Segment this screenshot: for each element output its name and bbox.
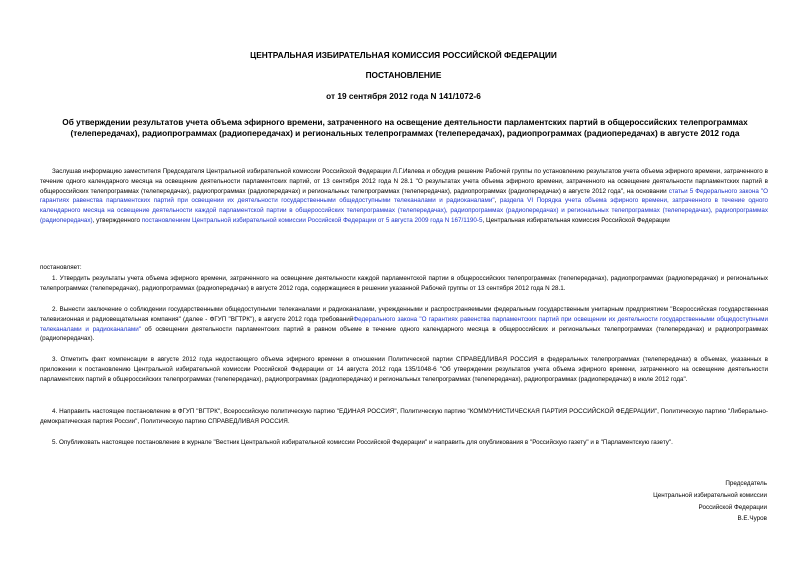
- signature-country: Российской Федерации: [698, 503, 767, 511]
- resolves-label: постановляет:: [40, 264, 82, 271]
- signature-organization: Центральной избирательной комиссии: [653, 491, 767, 499]
- item-1: 1. Утвердить результаты учета объема эфирного времени, затраченного на освещение деятельности каждой парламентской партии в общероссийских телепрограммах (телепередачах), радиопрограммах (радиопередачах) и региональных телепрограммах (телепередачах), радиопрограммах (радиопередачах) в августе 2012 года, содержащиеся в решении указанной Рабочей группы от 13 сентября 2012 года N 28.1.: [40, 275, 768, 292]
- document-type: ПОСТАНОВЛЕНИЕ: [365, 70, 442, 80]
- preamble-text-2: ,: [494, 197, 500, 205]
- preamble-text-1: Заслушав информацию заместителя Председателя Центральной избирательной комиссии Российской Федерации Л.Г.Ивлева и обсудив решение Рабочей группы по установлению результатов учета объема эфирного времени, затраченного в течение одного календарного месяца на освещение деятельности парламентских партий, от 13 сентября 2012 года N 28.1 "О результатах учета объема эфирного времени, затраченного на освещение деятельности парламентских партий в общероссийских телепрограммах (телепередачах), радиопрограммах (радиопередачах) и региональных телепрограммах (телепередачах), радиопрограммах (радиопередачах) в августе 2012 года", на основании: [40, 168, 768, 195]
- item-2: [40, 305, 768, 344]
- item-5: 5. Опубликовать настоящее постановление в журнале "Вестник Центральной избирательной комиссии Российской Федерации" и направить для опубликования в "Российскую газету" и в "Парламентскую газету".: [52, 439, 673, 446]
- item-2-text-b: об освещении деятельности парламентских партий в равном объеме в течение одного календарного месяца в общероссийских и региональных телепрограммах (телепередачах) и радиопрограммах (радиопередачах).: [40, 325, 768, 343]
- law-article-5-link[interactable]: статьи 5 Федерального закона "О гарантиях равенства парламентских партий при освещении их деятельности государственными общедоступными телеканалами и радиоканалами": [40, 187, 769, 205]
- commission-name: ЦЕНТРАЛЬНАЯ ИЗБИРАТЕЛЬНАЯ КОМИССИЯ РОССИЙСКОЙ ФЕДЕРАЦИИ: [250, 50, 557, 60]
- item-3: 3. Отметить факт компенсации в августе 2012 года недостающего объема эфирного времени в отношении Политической партии СПРАВЕДЛИВАЯ РОССИЯ в федеральных телепрограммах (телепередачах) в объемах, указанных в приложении к постановлению Центральной избирательной комиссии Российской Федерации от 14 августа 2012 года 135/1048-6 "Об утверждении результатов учета объема эфирного времени, затраченного на освещение деятельности парламентских партий в общероссийских телепрограммах (телепередачах), радиопрограммах (радиопередачах) и региональных телепрограммах (телепередачах), радиопрограммах (радиопередачах) в июле 2012 года".: [40, 356, 768, 383]
- signature-name: В.Е.Чуров: [737, 515, 767, 523]
- preamble-text-3: , утвержденного: [92, 216, 142, 224]
- item-4: 4. Направить настоящее постановление в ФГУП "ВГТРК", Всероссийскую политическую партию "ЕДИНАЯ РОССИЯ", Политическую партию "КОММУНИСТИЧЕСКАЯ ПАРТИЯ РОССИЙСКОЙ ФЕДЕРАЦИИ", Политическую партию "Либерально-демократическая партия России", Политическую партию СПРАВЕДЛИВАЯ РОССИЯ.: [40, 408, 768, 425]
- federal-law-link[interactable]: Федерального закона "О гарантиях равенства парламентских партий при освещении их деятельности государственными общедоступными телеканалами и радиоканалами": [40, 315, 768, 333]
- signature-block: [467, 478, 767, 525]
- document-title: Об утверждении результатов учета объема эфирного времени, затраченного на освещение деятельности парламентских партий в общероссийских телепрограммах (телепередачах), радиопрограммах (радиопередачах) и региональных телепрограммах (телепередачах), радиопрограммах (радиопередачах) в августе 2012 года: [62, 117, 748, 138]
- document-date-number: от 19 сентября 2012 года N 141/1072-6: [326, 91, 481, 101]
- cec-resolution-link[interactable]: постановлением Центральной избирательной комиссии Российской Федерации от 5 августа 2009 года N 167/1190-5: [141, 216, 483, 224]
- preamble-text-4: , Центральная избирательная комиссия Российской Федерации: [482, 216, 670, 224]
- signature-title: Председатель: [725, 480, 767, 487]
- item-2-text-a: 2. Вынести заключение о соблюдении государственными общедоступными телеканалами и радиоканалами, учрежденными и распространяемыми федеральным государственным унитарным предприятием "Всероссийская государственная телевизионная и радиовещательная компания" (далее - ФГУП "ВГТРК"), в августе 2012 года требований: [40, 306, 768, 323]
- preamble-paragraph: [40, 167, 768, 226]
- procedure-section-vi-link[interactable]: раздела VI Порядка учета объема эфирного времени, затраченного в течение одного календарного месяца на освещение деятельности каждой парламентской партии в общероссийских телепрограммах (телепередачах), радиопрограммах (радиопередачах) и региональных телепрограммах (телепередачах), радиопрограммах (радиопередачах): [40, 197, 769, 224]
